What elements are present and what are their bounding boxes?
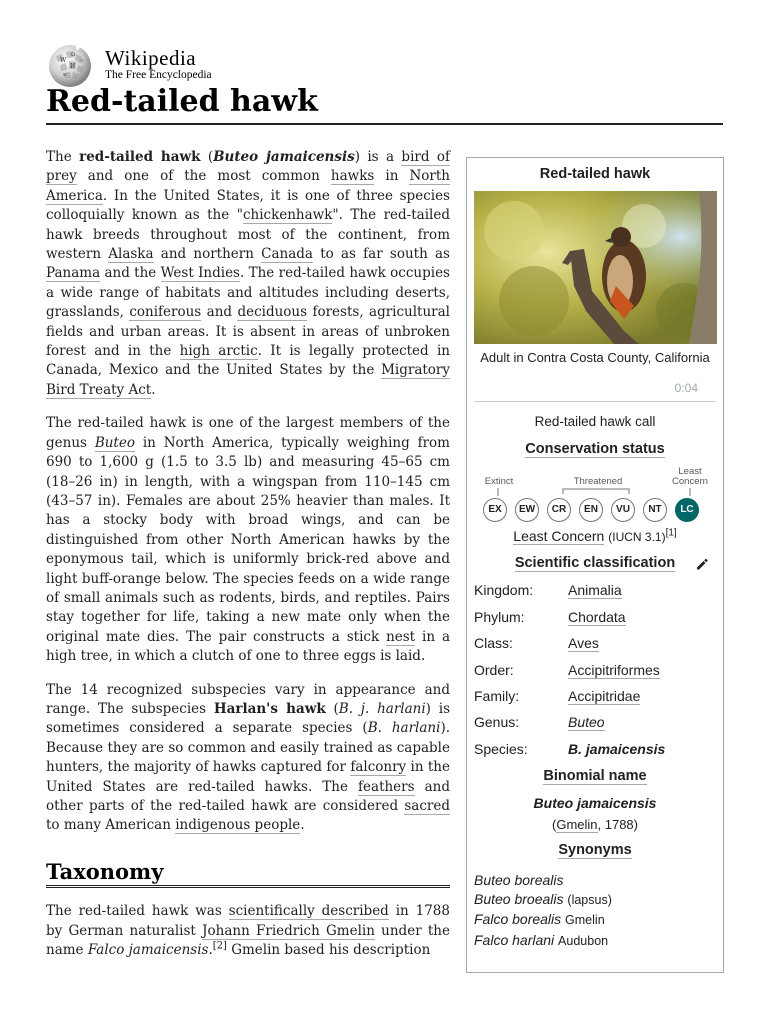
gmelin-link[interactable]: Gmelin bbox=[556, 817, 598, 832]
rank-phylum: Phylum: Chordata bbox=[474, 609, 626, 625]
wiki-link[interactable]: feathers bbox=[358, 778, 415, 795]
label-concern: Concern bbox=[672, 476, 708, 487]
conservation-status-scale bbox=[483, 498, 713, 526]
wiki-link[interactable]: indigenous people bbox=[175, 817, 301, 834]
status-en-circle[interactable]: EN bbox=[579, 498, 603, 522]
wiki-link[interactable]: West Indies bbox=[160, 265, 240, 282]
svg-text:Ω: Ω bbox=[71, 52, 76, 58]
rank-kingdom: Kingdom: Animalia bbox=[474, 582, 622, 598]
svg-text:W: W bbox=[60, 57, 67, 64]
wiki-link[interactable]: hawks bbox=[330, 168, 375, 185]
status-cr-circle[interactable]: CR bbox=[547, 498, 571, 522]
lead-paragraph-3: The 14 recognized subspecies vary in appearance and range. The subspecies Harlan's hawk (B. j. harlani) is sometimes considered a separate species (B. harlani). Because they are so common and easily trained as capable hunters, the majority of hawks captured for falconry in the United States are red-tailed hawks. The feathers and other parts of the red-tailed hawk are considered sacred to many American indigenous people. bbox=[46, 681, 451, 834]
status-vu-circle[interactable]: VU bbox=[611, 498, 635, 522]
wiki-link[interactable]: high arctic bbox=[179, 343, 258, 360]
synonym-note-lapsus: (lapsus) bbox=[567, 893, 612, 907]
site-tagline: The Free Encyclopedia bbox=[105, 69, 212, 81]
rank-order: Order: Accipitriformes bbox=[474, 662, 660, 678]
wiki-link[interactable]: Johann Friedrich Gmelin bbox=[202, 922, 375, 939]
wikipedia-wordmark[interactable] bbox=[105, 46, 212, 81]
infobox-title: Red-tailed hawk bbox=[539, 166, 651, 182]
synonym-1: Buteo borealis bbox=[474, 872, 564, 888]
wiki-link[interactable]: Buteo bbox=[94, 434, 135, 451]
rank-genus: Genus: Buteo bbox=[474, 714, 605, 730]
lead-paragraph-1: The red-tailed hawk (Buteo jamaicensis) is a bird of prey and one of the most common hawks in North America. In the United States, it is one of three species colloquially known as the "chickenhawk". The red-tailed hawk breeds throughout most of the continent, from western Alaska and northern Canada to as far south as Panama and the West Indies. The red-tailed hawk occupies a wide range of habitats and altitudes including deserts, grasslands, coniferous and deciduous forests, agricultural fields and urban areas. It is absent in areas of unbroken forest and in the high arctic. It is legally protected in Canada, Mexico and the United States by the Migratory Bird Treaty Act. bbox=[46, 149, 451, 398]
binomial-name: Buteo jamaicensis bbox=[533, 795, 657, 811]
label-least: Least bbox=[678, 466, 702, 477]
svg-text:ウ: ウ bbox=[79, 59, 85, 65]
bold-term: red-tailed hawk bbox=[79, 149, 201, 165]
wiki-link[interactable]: deciduous bbox=[237, 304, 308, 321]
wiki-link[interactable]: Canada bbox=[261, 246, 313, 263]
edit-pencil-icon[interactable] bbox=[695, 557, 709, 571]
synonyms-heading[interactable]: Synonyms bbox=[558, 842, 632, 858]
rank-class: Class: Aves bbox=[474, 635, 599, 651]
audio-caption: Red-tailed hawk call bbox=[534, 414, 656, 429]
wiki-link[interactable]: nest bbox=[386, 628, 416, 645]
status-ew-circle[interactable]: EW bbox=[515, 498, 539, 522]
wiki-link[interactable]: bird of prey bbox=[46, 149, 450, 185]
classification-heading[interactable]: Scientific classification bbox=[467, 555, 723, 571]
conservation-status-heading[interactable]: Conservation status bbox=[525, 441, 665, 457]
label-threatened: Threatened bbox=[573, 476, 623, 487]
hawk-photo[interactable] bbox=[474, 191, 717, 344]
rank-species: Species: B. jamaicensis bbox=[474, 741, 666, 757]
wiki-link[interactable]: Panama bbox=[46, 265, 101, 282]
italic-term: B. j. harlani bbox=[338, 700, 426, 717]
rank-family: Family: Accipitridae bbox=[474, 688, 641, 704]
conservation-status-value bbox=[467, 528, 723, 544]
least-concern-link[interactable]: Least Concern bbox=[513, 528, 605, 544]
site-name: Wikipedia bbox=[105, 46, 197, 70]
photo-caption: Adult in Contra Costa County, California bbox=[480, 350, 710, 365]
svg-text:И: И bbox=[70, 63, 76, 70]
label-extinct: Extinct bbox=[484, 476, 514, 487]
wiki-link[interactable]: coniferous bbox=[129, 304, 202, 321]
status-lc-circle[interactable]: LC bbox=[675, 498, 699, 522]
wiki-link[interactable]: falconry bbox=[350, 759, 407, 776]
wiki-link[interactable]: chickenhawk bbox=[242, 207, 333, 224]
audio-duration: 0:04 bbox=[674, 381, 698, 395]
wiki-link[interactable]: sacred bbox=[404, 798, 450, 814]
status-ex-circle[interactable]: EX bbox=[483, 498, 507, 522]
svg-text:ש: ש bbox=[63, 72, 67, 78]
audio-player[interactable] bbox=[474, 377, 716, 402]
wiki-link[interactable]: Migratory Bird Treaty Act bbox=[46, 362, 450, 398]
italic-term: Falco jamaicensis bbox=[87, 942, 209, 959]
reference-link[interactable]: [2] bbox=[212, 940, 227, 952]
wiki-link[interactable]: Alaska bbox=[108, 246, 154, 263]
status-nt-circle[interactable]: NT bbox=[643, 498, 667, 522]
page-title: Red-tailed hawk bbox=[46, 84, 723, 125]
synonym-3: Falco borealis Gmelin bbox=[474, 911, 605, 927]
wikipedia-globe-logo[interactable] bbox=[46, 42, 94, 88]
synonym-2: Buteo broealis (lapsus) bbox=[474, 891, 612, 907]
bold-term: Harlan's hawk bbox=[213, 700, 326, 717]
ref-1[interactable]: [1] bbox=[665, 527, 677, 539]
species-infobox bbox=[466, 157, 724, 973]
binomial-authority: (Gmelin, 1788) bbox=[551, 817, 638, 832]
bold-italic-term: Buteo jamaicensis bbox=[213, 149, 355, 165]
synonym-4: Falco harlani Audubon bbox=[474, 932, 609, 948]
italic-term: B. harlani bbox=[367, 720, 441, 737]
section-heading-taxonomy: Taxonomy bbox=[46, 862, 450, 888]
wiki-link[interactable]: scientifically described bbox=[228, 903, 389, 920]
article-body bbox=[46, 148, 450, 974]
binomial-heading[interactable]: Binomial name bbox=[543, 768, 647, 784]
lead-paragraph-2: The red-tailed hawk is one of the largest members of the genus Buteo in North America, typically weighing from 690 to 1,600 g (1.5 to 3.5 lb) and measuring 45–65 cm (18–26 in) in length, with a wingspan from 110–145 cm (43–57 in). Females are about 25% heavier than males. It has a stocky body with broad wings, and can be distinguished from other North American hawks by the eponymous tail, which is uniformly brick-red above and light buff-orange below. The species feeds on a wide range of small animals such as rodents, birds, and reptiles. Pairs stay together for life, taking a new mate only when the original mate dies. The pair constructs a stick nest in a high tree, in which a clutch of one to three eggs is laid. bbox=[46, 415, 450, 665]
iucn-version: (IUCN 3.1) bbox=[608, 530, 666, 544]
taxonomy-paragraph-1: The red-tailed hawk was scientifically described in 1788 by German naturalist Johann Friedrich Gmelin under the name Falco jamaicensis.[2] Gmelin based his description bbox=[46, 903, 450, 959]
wiki-link[interactable]: North America bbox=[46, 168, 450, 204]
